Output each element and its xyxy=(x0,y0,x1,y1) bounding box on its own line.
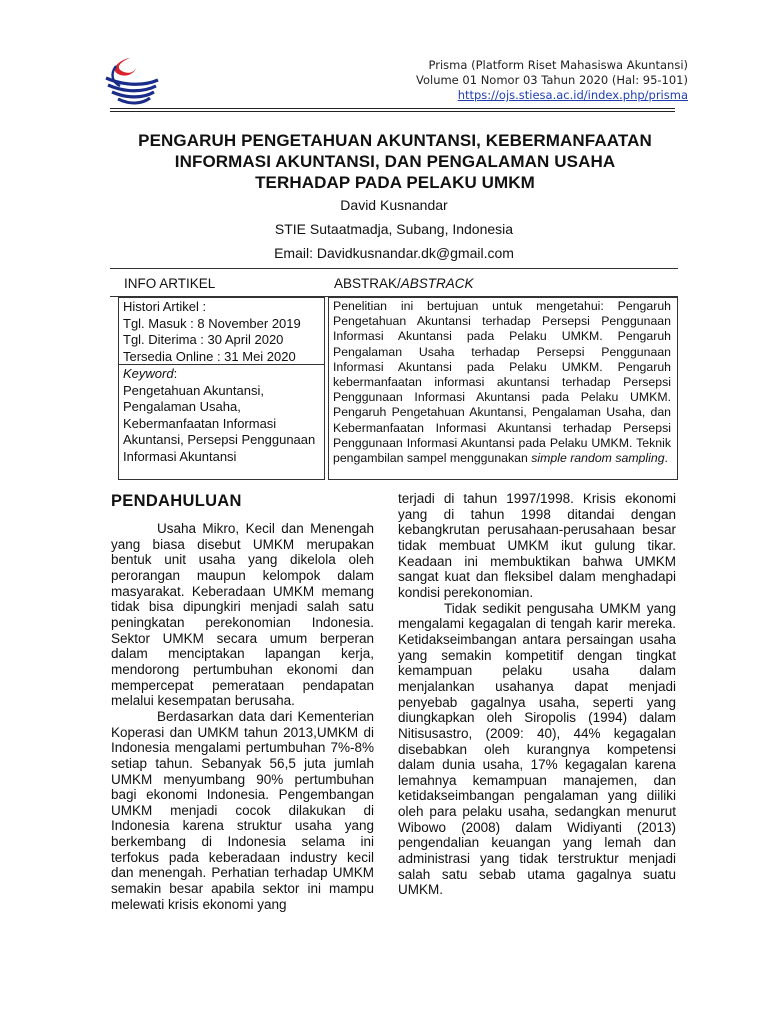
paragraph-2: Berdasarkan data dari Kementerian Koperasi dan UMKM tahun 2013,UMKM di Indonesia mengalami pertumbuhan 7%-8% setiap tahun. Sebanyak 56,5 juta jumlah UMKM menyumbang 90% pertumbuhan bagi ekonomi Indonesia. Pengembangan UMKM menjadi cocok dilakukan di Indonesia karena struktur usaha yang berkembang di Indonesia selama ini terfokus pada keberadaan industry kecil dan menengah. Perhatian terhadap UMKM semakin besar apabila sektor ini mampu melewati krisis ekonomi yang xyxy=(111,708,374,912)
section-heading: PENDAHULUAN xyxy=(111,492,242,510)
keyword-label: Keyword: xyxy=(123,366,178,381)
abstract-heading: ABSTRAK/ABSTRACK xyxy=(334,276,474,291)
journal-name: Prisma (Platform Riset Mahasiswa Akuntansi) xyxy=(428,58,688,72)
volume-info: Volume 01 Nomor 03 Tahun 2020 (Hal: 95-101) xyxy=(415,73,688,87)
info-artikel-heading: INFO ARTIKEL xyxy=(124,276,216,291)
online-date: Tersedia Online : 31 Mei 2020 xyxy=(123,348,296,364)
received-date: Tgl. Masuk : 8 November 2019 xyxy=(123,315,301,331)
paper-title xyxy=(100,130,690,193)
title-line-2: INFORMASI AKUNTANSI, DAN PENGALAMAN USAHA xyxy=(174,152,616,171)
author-email: Email: Davidkusnandar.dk@gmail.com xyxy=(274,245,514,261)
body-column-right xyxy=(398,491,676,898)
title-line-1: PENGARUH PENGETAHUAN AKUNTANSI, KEBERMANFAATAN xyxy=(138,131,652,150)
journal-logo-icon xyxy=(100,52,162,110)
title-line-3: TERHADAP PADA PELAKU UMKM xyxy=(255,173,535,192)
keyword-list: Pengetahuan Akuntansi, Pengalaman Usaha, Kebermanfaatan Informasi Akuntansi, Persepsi Penggunaan Informasi Akuntansi xyxy=(123,382,316,464)
paragraph-4: Tidak sedikit pengusaha UMKM yang mengalami kegagalan di tengah karir mereka. Ketidakseimbangan antara persaingan usaha yang semakin kompetitif dengan tingkat kemampuan pelaku usaha dalam menjalankan usahanya dapat menjadi penyebab gagalnya usaha, seperti yang diungkapkan oleh Siropolis (1994) dalam Nitisusastro, (2009: 40), 44% kegagalan disebabkan oleh kurangnya kompetensi dalam dunia usaha, 17% kegagalan karena lemahnya kemampuan manajemen, dan ketidakseimbangan pengalaman yang diiliki oleh para pelaku usaha, sedangkan menurut Wibowo (2008) dalam Widiyanti (2013) pengendalian keuangan yang lemah dan administrasi yang tidak terstruktur menjadi salah satu sebab utama gagalnya suatu UMKM. xyxy=(398,600,676,898)
body-column-left xyxy=(111,521,374,912)
table-rule-top xyxy=(110,268,678,269)
journal-header xyxy=(288,58,688,103)
journal-url-link[interactable]: https://ojs.stiesa.ac.id/index.php/prisma xyxy=(457,88,688,102)
keyword-section xyxy=(123,366,323,465)
header-rule-top xyxy=(110,108,675,109)
history-label: Histori Artikel : xyxy=(123,299,207,314)
paragraph-1: Usaha Mikro, Kecil dan Menengah yang biasa disebut UMKM merupakan bentuk unit usaha yang dikelola oleh perorangan maupun kelompok dalam masyarakat. Keberadaan UMKM memang tidak bisa dipungkiri menjadi salah satu peningkatan perekonomian Indonesia. Sektor UMKM secara umum berperan dalam menciptakan lapangan kerja, mendorong pertumbuhan ekonomi dan mempercepat pemerataan pendapatan melalui kesempatan berusaha. xyxy=(111,521,374,709)
author-name: David Kusnandar xyxy=(340,197,448,213)
header-rule-bottom xyxy=(110,111,675,112)
paragraph-3: terjadi di tahun 1997/1998. Krisis ekonomi yang di tahun 1998 ditandai dengan kebangkrutan perusahaan-perusahaan besar tidak membuat UMKM ikut gulung tikar. Keadaan ini membuktikan bahwa UMKM sangat kuat dan fleksibel dalam menghadapi kondisi perekonomian. xyxy=(398,491,676,600)
abstract-text: Penelitian ini bertujuan untuk mengetahui: Pengaruh Pengetahuan Akuntansi terhadap Persepsi Penggunaan Informasi Akuntansi pada Pelaku UMKM. Pengaruh Pengalaman Usaha terhadap Persepsi Penggunaan Informasi Akuntansi pada Pelaku UMKM. Pengaruh kebermanfaatan informasi akuntansi terhadap Persepsi Penggunaan Informasi Akuntansi pada Pelaku UMKM. Pengaruh Pengetahuan Akuntansi, Pengalaman Usaha, dan Kebermanfaatan Informasi Akuntansi terhadap Persepsi Penggunaan Informasi Akuntansi pada Pelaku UMKM. Teknik pengambilan sampel menggunakan simple random sampling. xyxy=(333,299,671,466)
article-history xyxy=(123,299,323,365)
accepted-date: Tgl. Diterima : 30 April 2020 xyxy=(123,332,284,347)
author-affiliation: STIE Sutaatmadja, Subang, Indonesia xyxy=(274,221,514,237)
